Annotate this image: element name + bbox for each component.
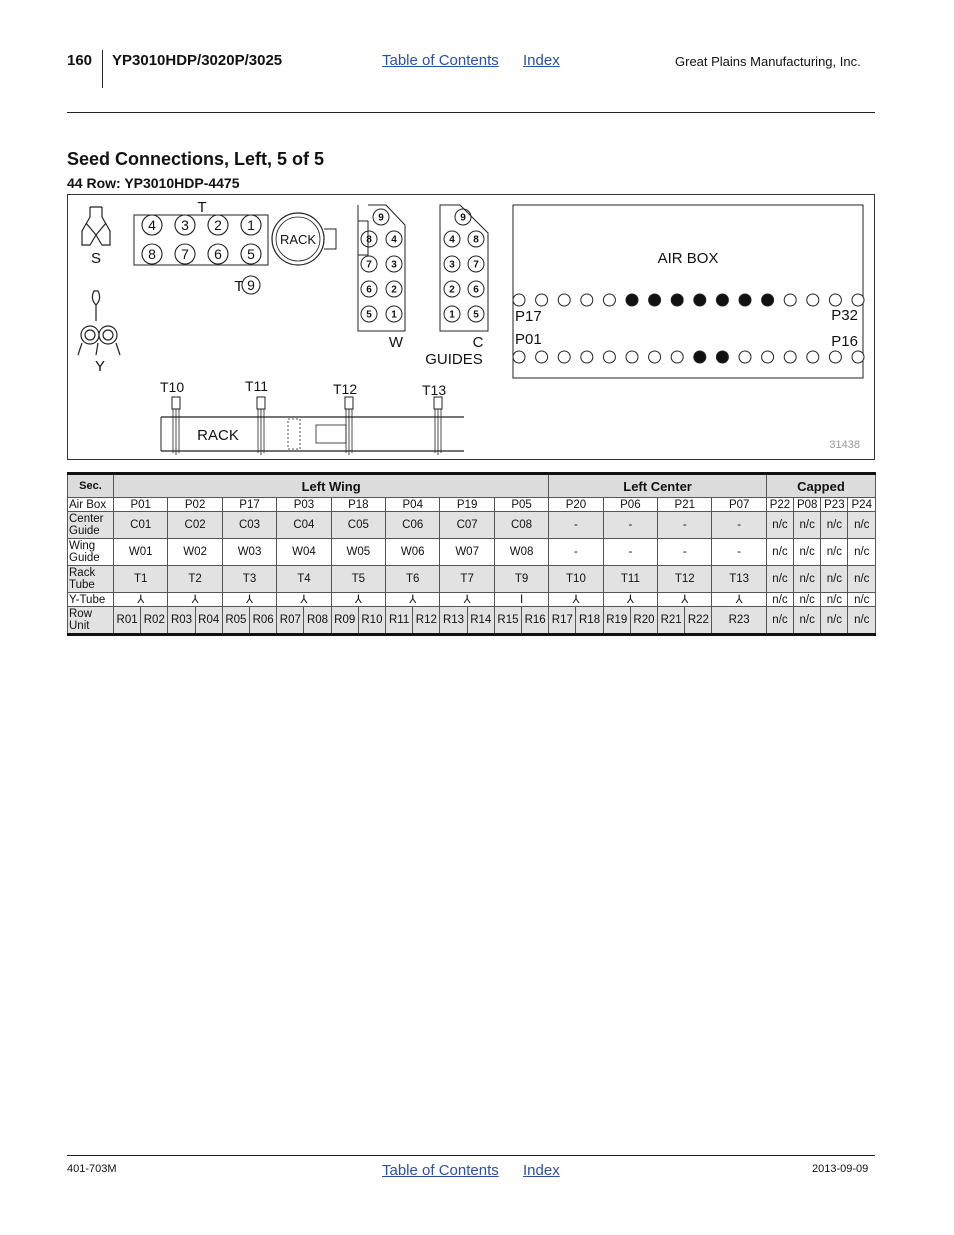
diagram-svg	[68, 195, 876, 461]
table-cell: ⅄	[440, 593, 494, 607]
table-cell: W08	[494, 539, 548, 566]
rack-tube-label: T11	[245, 378, 269, 394]
table-row	[68, 512, 876, 539]
air-port-bottom	[649, 351, 661, 363]
rack-circle-label: 1	[247, 217, 255, 233]
table-cell: C08	[494, 512, 548, 539]
group-left-wing: Left Wing	[114, 474, 549, 498]
p32-label: P32	[831, 307, 858, 324]
table-cell: n/c	[794, 566, 821, 593]
table-cell: n/c	[848, 607, 876, 635]
table-cell: W07	[440, 539, 494, 566]
page-number: 160	[67, 52, 93, 69]
air-port-top	[694, 294, 706, 306]
table-cell: ⅄	[277, 593, 331, 607]
table-cell: n/c	[794, 539, 821, 566]
rack-tube-label: T10	[160, 379, 185, 395]
table-cell: -	[603, 539, 657, 566]
guide-port-label: 5	[473, 309, 479, 321]
guide-port-label: 1	[391, 309, 397, 321]
table-cell: T2	[168, 566, 222, 593]
table-cell: W05	[331, 539, 385, 566]
t-side-label: T	[234, 278, 244, 295]
table-cell: R11	[386, 607, 413, 635]
table-cell: R22	[685, 607, 712, 635]
air-port-bottom	[626, 351, 638, 363]
rack-circle-label: 8	[148, 246, 156, 262]
air-port-bottom	[581, 351, 593, 363]
table-cell: R20	[630, 607, 657, 635]
table-cell: R03	[168, 607, 195, 635]
section-title: Seed Connections, Left, 5 of 5	[67, 149, 325, 169]
guide-port-label: 2	[391, 284, 397, 296]
rack-tube	[173, 409, 179, 455]
p17-label: P17	[515, 308, 542, 325]
table-cell: P08	[794, 498, 821, 512]
table-cell: R19	[603, 607, 630, 635]
table-cell: P20	[549, 498, 603, 512]
table-cell: n/c	[848, 566, 876, 593]
rack-tube	[435, 409, 441, 455]
rack-tube	[346, 409, 352, 455]
table-cell: ⅄	[658, 593, 712, 607]
table-cell: T6	[386, 566, 440, 593]
table-cell: P01	[114, 498, 168, 512]
table-cell: C02	[168, 512, 222, 539]
guide-port-label: 6	[473, 284, 479, 296]
table-cell: C06	[386, 512, 440, 539]
table-cell: C05	[331, 512, 385, 539]
guide-port-label: 7	[366, 259, 372, 271]
rack-circle-label: 4	[148, 217, 156, 233]
p01-label: P01	[515, 331, 542, 348]
footer-toc-link[interactable]: Table of Contents	[382, 1162, 499, 1179]
air-port-bottom	[739, 351, 751, 363]
guide-port-label: 2	[449, 284, 455, 296]
table-cell: R02	[141, 607, 168, 635]
table-cell: T3	[222, 566, 276, 593]
table-cell: P03	[277, 498, 331, 512]
table-cell: R12	[413, 607, 440, 635]
table-cell: n/c	[766, 512, 793, 539]
rack-tube-label: T13	[422, 382, 447, 398]
air-port-top	[581, 294, 593, 306]
air-port-top	[716, 294, 728, 306]
table-cell: C03	[222, 512, 276, 539]
company-name: Great Plains Manufacturing, Inc.	[675, 54, 861, 69]
guide-port-label: 7	[473, 259, 479, 271]
table-cell: n/c	[821, 566, 848, 593]
table-cell: P17	[222, 498, 276, 512]
air-port-bottom	[671, 351, 683, 363]
doc-code: 401-703M	[67, 1163, 117, 1175]
guide-port-label: 3	[449, 259, 455, 271]
y-tube	[78, 291, 120, 355]
c-label: C	[472, 334, 484, 351]
air-port-top	[807, 294, 819, 306]
rack-tube-cap	[434, 397, 442, 409]
air-box-label: AIR BOX	[657, 250, 719, 267]
table-row	[68, 498, 876, 512]
p16-label: P16	[831, 333, 858, 350]
rack-circle-label: 6	[214, 246, 222, 262]
table-cell: P22	[766, 498, 793, 512]
table-cell: n/c	[848, 512, 876, 539]
table-cell: T12	[658, 566, 712, 593]
table-cell: ⅄	[712, 593, 766, 607]
table-cell: T1	[114, 566, 168, 593]
table-cell: W03	[222, 539, 276, 566]
rack-label: RACK	[197, 427, 239, 444]
air-port-bottom	[829, 351, 841, 363]
rack-circle-label: 2	[214, 217, 222, 233]
table-cell: C01	[114, 512, 168, 539]
guide-port-label: 4	[449, 234, 455, 246]
table-header-row	[68, 474, 876, 498]
air-port-bottom	[852, 351, 864, 363]
row-label: Rack Tube	[68, 566, 114, 593]
table-cell: n/c	[766, 593, 793, 607]
table-cell: W04	[277, 539, 331, 566]
table-cell: -	[549, 512, 603, 539]
seed-connections-table	[67, 472, 876, 636]
rack-circle-label: 7	[181, 246, 189, 262]
table-cell: P21	[658, 498, 712, 512]
rack-tube-cap	[257, 397, 265, 409]
sec-header: Sec.	[68, 474, 114, 498]
table-cell: T5	[331, 566, 385, 593]
table-cell: R13	[440, 607, 467, 635]
table-cell: W06	[386, 539, 440, 566]
table-cell: R08	[304, 607, 331, 635]
table-cell: R04	[195, 607, 222, 635]
table-cell: n/c	[821, 512, 848, 539]
footer-index-link[interactable]: Index	[523, 1162, 560, 1179]
table-cell: T10	[549, 566, 603, 593]
guide-port-label: 1	[449, 309, 455, 321]
table-cell: P04	[386, 498, 440, 512]
model-title: YP3010HDP/3020P/3025	[112, 52, 283, 69]
air-port-top	[513, 294, 525, 306]
table-cell: ⅄	[168, 593, 222, 607]
air-port-bottom	[716, 351, 728, 363]
rack-tube-cap	[345, 397, 353, 409]
row-label: Y-Tube	[68, 593, 114, 607]
table-cell: n/c	[794, 512, 821, 539]
air-port-top	[852, 294, 864, 306]
guide-c-body	[440, 205, 488, 331]
rack-circle-label: 5	[247, 246, 255, 262]
air-port-top	[558, 294, 570, 306]
table-cell: -	[712, 539, 766, 566]
table-cell: ⅄	[331, 593, 385, 607]
table-cell: R09	[331, 607, 358, 635]
guides-label: GUIDES	[425, 351, 483, 368]
table-cell: T7	[440, 566, 494, 593]
guide-port-label: 9	[378, 212, 384, 224]
table-cell: -	[658, 512, 712, 539]
rack-hub-label: RACK	[279, 232, 317, 247]
table-cell: -	[549, 539, 603, 566]
table-cell: ⅄	[549, 593, 603, 607]
table-cell: R01	[114, 607, 141, 635]
table-cell: n/c	[766, 607, 793, 635]
table-cell: P24	[848, 498, 876, 512]
index-link[interactable]: Index	[523, 52, 560, 69]
air-port-bottom	[762, 351, 774, 363]
rack-tube-cap	[172, 397, 180, 409]
t-top-label: T	[197, 199, 207, 216]
air-port-bottom	[558, 351, 570, 363]
table-cell: ⅄	[222, 593, 276, 607]
table-cell: n/c	[821, 607, 848, 635]
group-capped: Capped	[766, 474, 875, 498]
table-cell: T13	[712, 566, 766, 593]
table-row	[68, 539, 876, 566]
table-cell: R18	[576, 607, 603, 635]
table-row	[68, 607, 876, 635]
table-cell: R06	[250, 607, 277, 635]
air-port-top	[784, 294, 796, 306]
table-cell: n/c	[766, 566, 793, 593]
seed-connection-diagram	[67, 194, 875, 460]
guide-port-label: 9	[460, 212, 466, 224]
guide-port-label: 4	[391, 234, 397, 246]
table-cell: R14	[467, 607, 494, 635]
air-port-bottom	[536, 351, 548, 363]
rack-tube	[258, 409, 264, 455]
section-subtitle: 44 Row: YP3010HDP-4475	[67, 175, 240, 191]
w-label: W	[388, 334, 404, 351]
table-cell: P19	[440, 498, 494, 512]
table-cell: C04	[277, 512, 331, 539]
y-label: Y	[94, 358, 106, 375]
table-row	[68, 593, 876, 607]
guide-port-label: 8	[366, 234, 372, 246]
table-cell: C07	[440, 512, 494, 539]
air-port-top	[762, 294, 774, 306]
table-cell: n/c	[821, 539, 848, 566]
table-cell: n/c	[794, 593, 821, 607]
table-cell: T11	[603, 566, 657, 593]
row-label: Center Guide	[68, 512, 114, 539]
air-port-bottom	[603, 351, 615, 363]
guide-port-label: 5	[366, 309, 372, 321]
air-port-bottom	[513, 351, 525, 363]
toc-link[interactable]: Table of Contents	[382, 52, 499, 69]
row-label: Air Box	[68, 498, 114, 512]
table-cell: -	[603, 512, 657, 539]
table-cell: ⅄	[114, 593, 168, 607]
table-cell: ⅄	[603, 593, 657, 607]
table-cell: P06	[603, 498, 657, 512]
table-cell: P07	[712, 498, 766, 512]
footer-date: 2013-09-09	[812, 1163, 869, 1175]
table-cell: T4	[277, 566, 331, 593]
table-cell: W02	[168, 539, 222, 566]
table-cell: -	[712, 512, 766, 539]
air-port-top	[626, 294, 638, 306]
table-cell: W01	[114, 539, 168, 566]
air-port-bottom	[807, 351, 819, 363]
table-cell: T9	[494, 566, 548, 593]
guide-port-label: 6	[366, 284, 372, 296]
air-port-top	[649, 294, 661, 306]
footer-rule	[67, 1155, 875, 1156]
table-cell: R05	[222, 607, 249, 635]
table-cell: P18	[331, 498, 385, 512]
table-cell: I	[494, 593, 548, 607]
row-label: Wing Guide	[68, 539, 114, 566]
air-port-top	[536, 294, 548, 306]
table-cell: P02	[168, 498, 222, 512]
table-cell: n/c	[766, 539, 793, 566]
table-cell: R21	[658, 607, 685, 635]
guide-w-body	[358, 205, 405, 331]
table-cell: R07	[277, 607, 304, 635]
table-cell: P23	[821, 498, 848, 512]
table-cell: R17	[549, 607, 576, 635]
table-cell: R10	[358, 607, 385, 635]
table-cell: R23	[712, 607, 766, 635]
table-cell: n/c	[794, 607, 821, 635]
table-cell: ⅄	[386, 593, 440, 607]
rack-circle-9-label: 9	[247, 277, 255, 293]
header-divider	[102, 50, 103, 88]
table-row	[68, 566, 876, 593]
table-cell: R15	[494, 607, 521, 635]
s-tube	[82, 207, 110, 245]
group-left-center: Left Center	[549, 474, 767, 498]
table-cell: n/c	[848, 593, 876, 607]
guide-port-label: 3	[391, 259, 397, 271]
air-port-top	[671, 294, 683, 306]
air-port-top	[603, 294, 615, 306]
table-cell: P05	[494, 498, 548, 512]
air-port-top	[829, 294, 841, 306]
table-cell: n/c	[848, 539, 876, 566]
rack-circle-label: 3	[181, 217, 189, 233]
figure-number: 31438	[829, 439, 860, 451]
row-label: Row Unit	[68, 607, 114, 635]
table-cell: -	[658, 539, 712, 566]
rack-tube-label: T12	[333, 381, 358, 397]
header-rule	[67, 112, 875, 113]
table-cell: n/c	[821, 593, 848, 607]
guide-port-label: 8	[473, 234, 479, 246]
s-label: S	[90, 250, 102, 267]
air-port-bottom	[694, 351, 706, 363]
air-port-top	[739, 294, 751, 306]
air-port-bottom	[784, 351, 796, 363]
table-cell: R16	[522, 607, 549, 635]
